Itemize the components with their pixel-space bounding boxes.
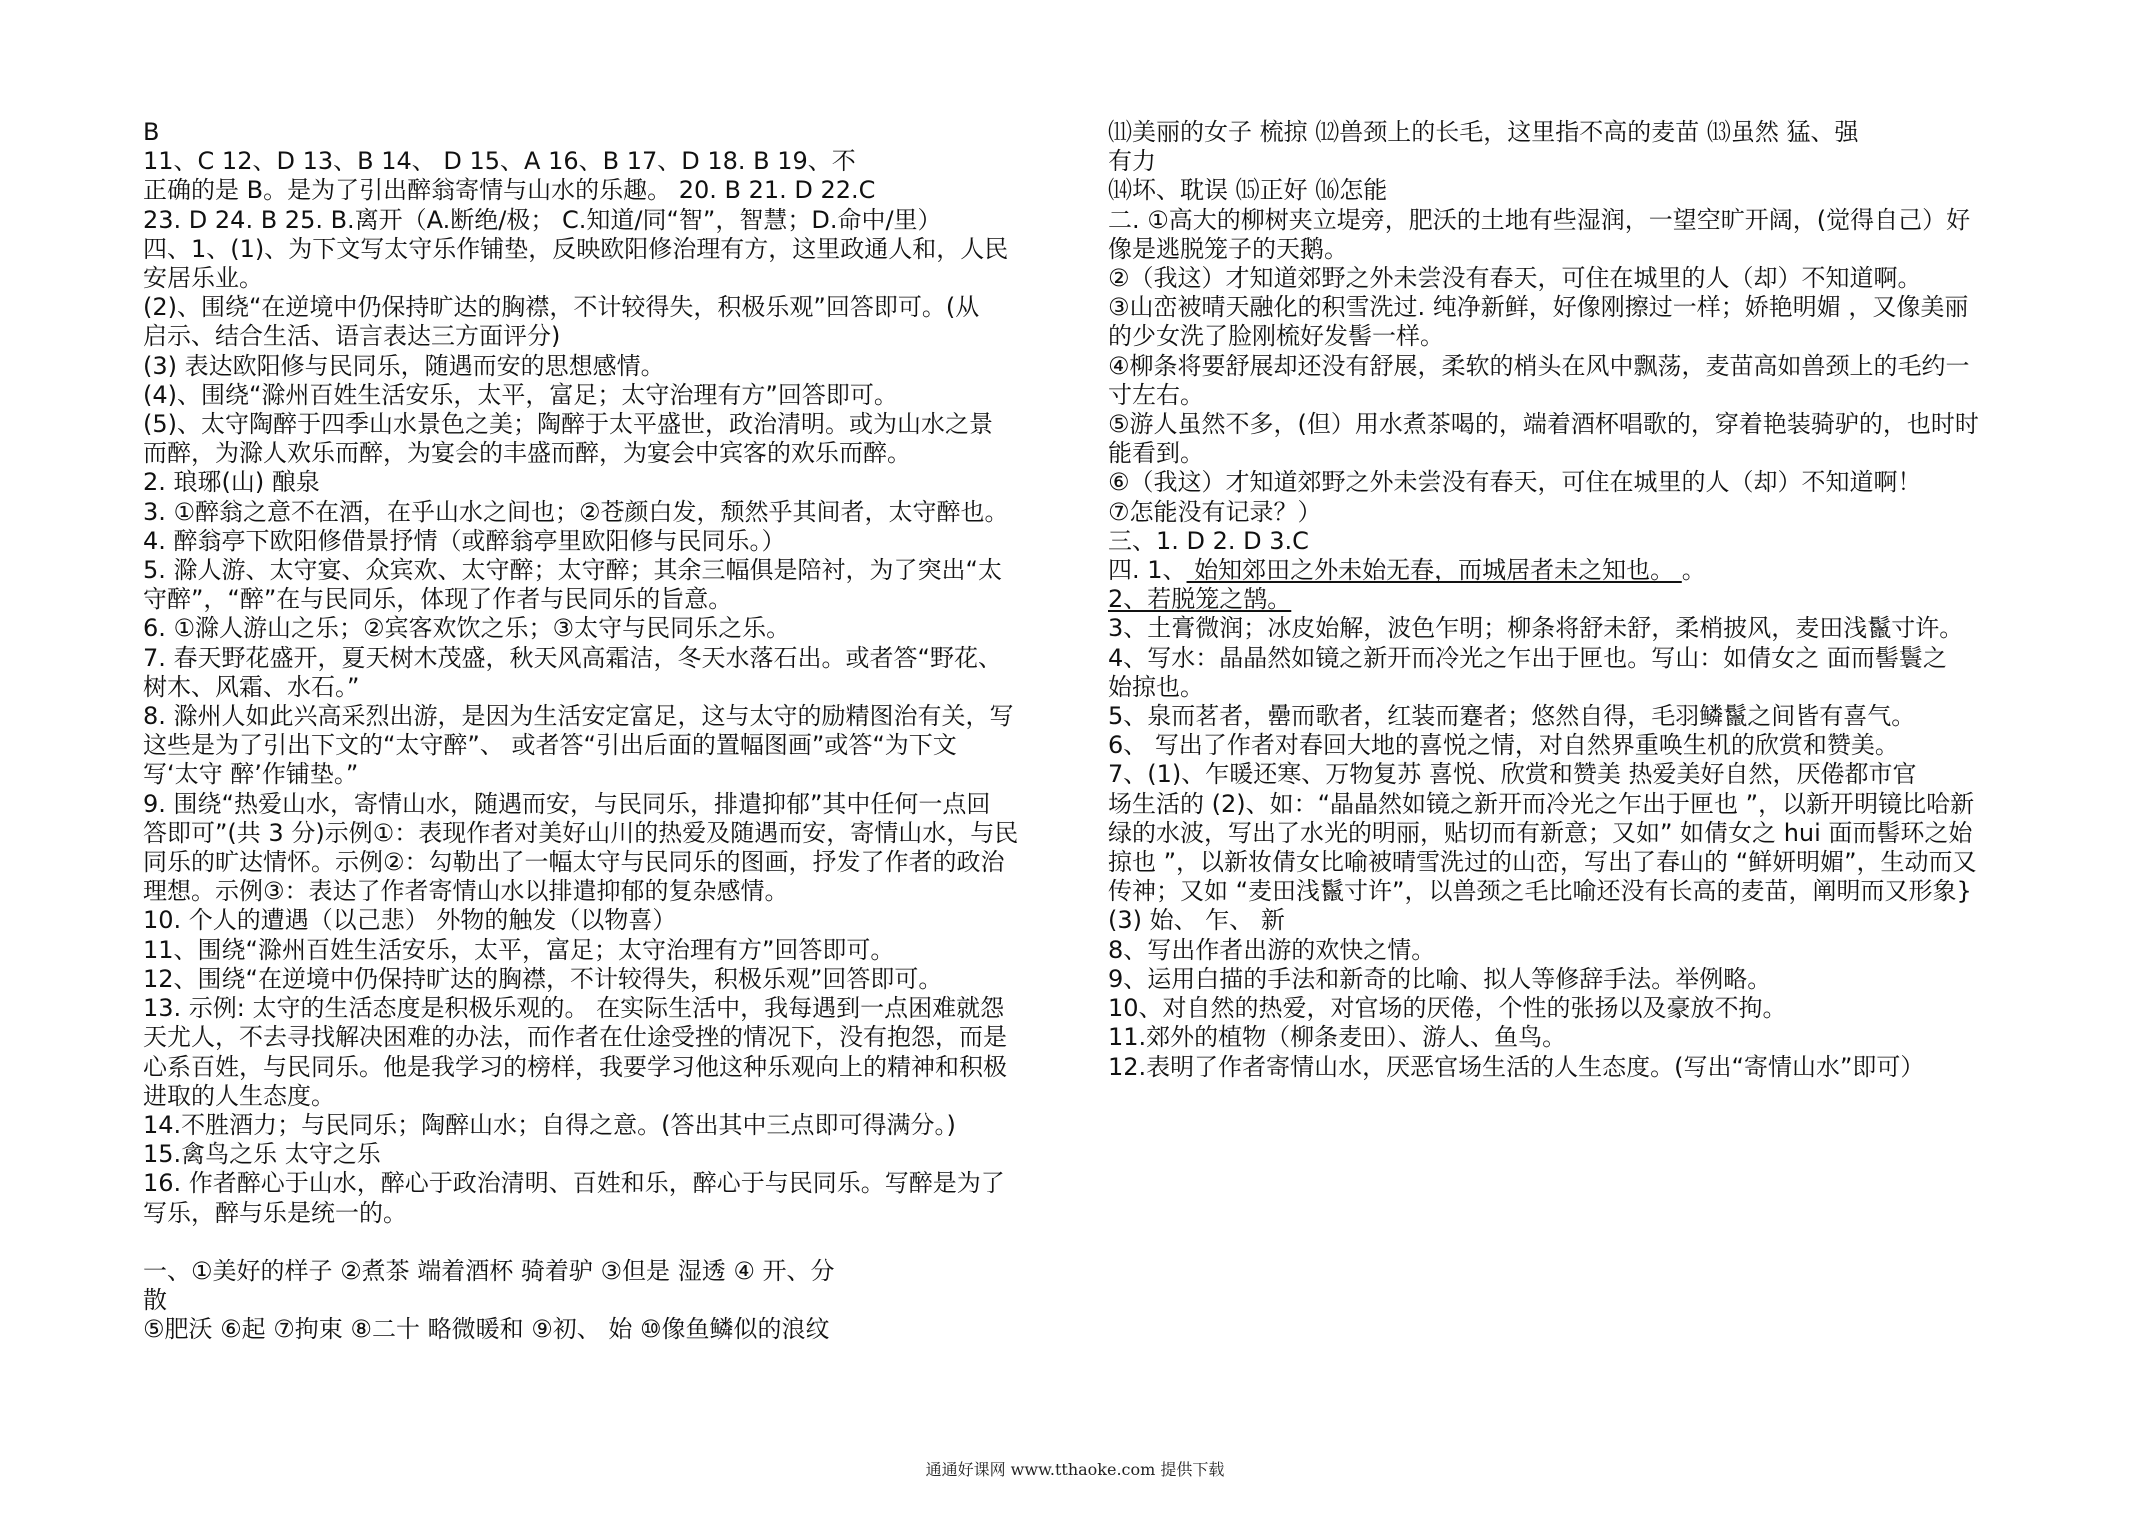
answer-line [143, 731, 1068, 760]
answer-line [1108, 264, 2036, 293]
answer-line-text: 进取的人生态度。 [143, 1081, 335, 1110]
answer-line-text: 4. 醉翁亭下欧阳修借景抒情（或醉翁亭里欧阳修与民同乐。） [143, 526, 786, 555]
answer-line [1108, 206, 2036, 235]
answer-line-text: 15.禽鸟之乐 太守之乐 [143, 1140, 381, 1169]
answer-line [1108, 614, 2036, 643]
answer-line-text: 掠也 ”，以新妆倩女比喻被晴雪洗过的山峦，写出了春山的 “鲜妍明媚”，生动而又 [1108, 848, 1977, 877]
answer-line-text: 9、运用白描的手法和新奇的比喻、拟人等修辞手法。举例略。 [1108, 964, 1772, 993]
answer-line [143, 936, 1068, 965]
answer-line-text: 4、写水：晶晶然如镜之新开而冷光之乍出于匣也。写山：如倩女之 面而髻鬟之 [1108, 643, 1947, 672]
answer-line [1108, 731, 2036, 760]
answer-line [1108, 381, 2036, 410]
answer-line [143, 760, 1068, 789]
answer-line [1108, 936, 2036, 965]
answer-line [1108, 906, 2036, 935]
answer-line [143, 468, 1068, 497]
answer-line-text: 14.不胜酒力；与民同乐；陶醉山水；自得之意。(答出其中三点即可得满分。) [143, 1110, 956, 1139]
answer-line [143, 1082, 1068, 1111]
answer-line [1108, 498, 2036, 527]
answer-line-text: 四、1、(1)、为下文写太守乐作铺垫，反映欧阳修治理有方，这里政通人和，人民 [143, 234, 1009, 263]
answer-line [143, 702, 1068, 731]
answer-line-text: B [143, 118, 160, 146]
answer-line [143, 410, 1068, 439]
answer-line [1108, 527, 2036, 556]
answer-line-text: 13. 示例: 太守的生活态度是积极乐观的。 在实际生活中，我每遇到一点困难就怨 [143, 994, 1005, 1023]
answer-line-text: 8、写出作者出游的欢快之情。 [1108, 935, 1436, 964]
answer-line-text: 守醉”，“醉”在与民同乐，体现了作者与民同乐的旨意。 [143, 585, 733, 614]
left-answer-column [143, 118, 1068, 1345]
answer-line-text: 23. D 24. B 25. B.离开（A.断绝/极； C.知道/同“智”，智慧；D.命中/里） [143, 205, 942, 234]
answer-line-text: 答即可”(共 3 分)示例①：表现作者对美好山川的热爱及随遇而安，寄情山水，与民 [143, 818, 1019, 847]
answer-line-text: 写‘太守 醉’作铺垫。” [143, 760, 359, 789]
answer-line-text: 树木、风霜、水石。” [143, 672, 360, 701]
answer-line-text: ③山峦被晴天融化的积雪洗过. 纯净新鲜，好像刚擦过一样；娇艳明媚 ，又像美丽 [1108, 293, 1969, 322]
answer-line [143, 848, 1068, 877]
answer-line [143, 644, 1068, 673]
answer-line-text: 的少女洗了脸刚梳好发髻一样。 [1108, 322, 1444, 351]
answer-line [143, 556, 1068, 585]
answer-line-text: 写乐，醉与乐是统一的。 [143, 1198, 407, 1227]
answer-line [1108, 760, 2036, 789]
answer-line [143, 877, 1068, 906]
answer-line [1108, 1053, 2036, 1082]
answer-line [143, 614, 1068, 643]
answer-line [143, 527, 1068, 556]
answer-line-text: 6. ①滁人游山之乐；②宾客欢饮之乐；③太守与民同乐之乐。 [143, 614, 791, 643]
answer-line [143, 1257, 1068, 1286]
answer-line [143, 206, 1068, 235]
answer-line [1108, 176, 2036, 205]
answer-line [143, 1169, 1068, 1198]
answer-line-text: 心系百姓，与民同乐。他是我学习的榜样，我要学习他这种乐观向上的精神和积极 [143, 1052, 1007, 1081]
answer-line [143, 1140, 1068, 1169]
answer-line-text: 11、C 12、D 13、B 14、 D 15、A 16、B 17、D 18. B 19、不 [143, 147, 856, 176]
answer-line [1108, 468, 2036, 497]
answer-line-text: 一、①美好的样子 ②煮茶 端着酒杯 骑着驴 ③但是 湿透 ④ 开、分 [143, 1256, 835, 1285]
answer-line [1108, 790, 2036, 819]
answer-line-text: 安居乐业。 [143, 264, 263, 293]
answer-line-text: 10. 个人的遭遇（以己悲） 外物的触发（以物喜） [143, 906, 677, 935]
answer-line [143, 439, 1068, 468]
answer-line [143, 1199, 1068, 1228]
answer-line-text: 11.郊外的植物（柳条麦田）、游人、鱼鸟。 [1108, 1023, 1567, 1052]
answer-line [1108, 848, 2036, 877]
underlined-answer: 始知郊田之外未始无春，而城居者未之知也。 [1186, 556, 1682, 585]
answer-line [143, 352, 1068, 381]
answer-line-text: ⑥（我这）才知道郊野之外未尝没有春天，可住在城里的人（却）不知道啊！ [1108, 468, 1922, 497]
answer-line [1108, 147, 2036, 176]
answer-line-text: 5、泉而茗者，罍而歌者，红装而蹇者；悠然自得，毛羽鳞鬣之间皆有喜气。 [1108, 702, 1916, 731]
answer-line-text: (5)、太守陶醉于四季山水景色之美；陶醉于太平盛世，政治清明。或为山水之景 [143, 410, 993, 439]
answer-line-text: ②（我这）才知道郊野之外未尝没有春天，可住在城里的人（却）不知道啊。 [1108, 264, 1922, 293]
answer-line [1108, 118, 2036, 147]
answer-line-text: 二. ①高大的柳树夹立堤旁，肥沃的土地有些湿润，一望空旷开阔，(觉得自己）好 [1108, 205, 1971, 234]
underlined-answer-tail: 。 [1681, 556, 1706, 585]
answer-line-text: 7. 春天野花盛开，夏天树木茂盛，秋天风高霜洁，冬天水落石出。或者答“野花、 [143, 643, 1002, 672]
answer-line-text: (4)、围绕“滁州百姓生活安乐，太平，富足；太守治理有方”回答即可。 [143, 380, 898, 409]
answer-line-text: 绿的水波，写出了水光的明丽，贴切而有新意；又如” 如倩女之 hui 面而髻环之始 [1108, 818, 1973, 847]
answer-line [143, 1111, 1068, 1140]
answer-line [1108, 673, 2036, 702]
answer-line [143, 498, 1068, 527]
answer-line-text: 12.表明了作者寄情山水，厌恶官场生活的人生态度。(写出“寄情山水”即可） [1108, 1052, 1925, 1081]
answer-line [143, 381, 1068, 410]
answer-line [143, 1053, 1068, 1082]
answer-line-text: 散 [143, 1286, 167, 1315]
answer-line [1108, 293, 2036, 322]
answer-line [143, 673, 1068, 702]
answer-line [143, 790, 1068, 819]
answer-line-text: 三、1. D 2. D 3.C [1108, 526, 1309, 555]
answer-line [1108, 1023, 2036, 1052]
answer-line-text: 11、围绕“滁州百姓生活安乐，太平，富足；太守治理有方”回答即可。 [143, 935, 895, 964]
answer-line-text: 四. 1、 [1108, 556, 1187, 585]
answer-line-text: 2、若脱笼之鹄。 [1108, 585, 1292, 614]
answer-line [143, 1023, 1068, 1052]
answer-line [1108, 819, 2036, 848]
answer-line-text: 同乐的旷达情怀。示例②：勾勒出了一幅太守与民同乐的图画，抒发了作者的政治 [143, 848, 1005, 877]
answer-line [143, 994, 1068, 1023]
answer-line-text: 12、围绕“在逆境中仍保持旷达的胸襟，不计较得失，积极乐观”回答即可。 [143, 964, 943, 993]
answer-line [143, 965, 1068, 994]
answer-line-text: (3) 始、 乍、 新 [1108, 906, 1285, 935]
answer-line [143, 585, 1068, 614]
answer-line-text: ⑤肥沃 ⑥起 ⑦拘束 ⑧二十 略微暖和 ⑨初、 始 ⑩像鱼鳞似的浪纹 [143, 1315, 830, 1344]
answer-line-text: 5. 滁人游、太守宴、众宾欢、太守醉；太守醉；其余三幅俱是陪衬，为了突出“太 [143, 556, 1002, 585]
page-footer: 通通好课网 www.tthaoke.com 提供下载 [925, 1460, 1225, 1479]
answer-line [1108, 702, 2036, 731]
answer-line-text: ⒁坏、耽误 ⒂正好 ⒃怎能 [1108, 176, 1388, 205]
answer-line [1108, 877, 2036, 906]
answer-line-text: 寸左右。 [1108, 380, 1204, 409]
answer-line-text: 9. 围绕“热爱山水，寄情山水，随遇而安，与民同乐，排遣抑郁”其中任何一点回 [143, 789, 991, 818]
answer-line-text: 始掠也。 [1108, 672, 1204, 701]
answer-line [1108, 585, 2036, 614]
answer-line-text: 能看到。 [1108, 439, 1204, 468]
answer-line [143, 1315, 1068, 1344]
answer-line-text: 像是逃脱笼子的天鹅。 [1108, 234, 1348, 263]
answer-line-text: ⑤游人虽然不多，(但）用水煮茶喝的，端着酒杯唱歌的，穿着艳装骑驴的，也时时 [1108, 410, 1979, 439]
answer-line-text: 而醉，为滁人欢乐而醉，为宴会的丰盛而醉，为宴会中宾客的欢乐而醉。 [143, 439, 911, 468]
answer-line [1108, 994, 2036, 1023]
answer-line-text: 10、对自然的热爱，对官场的厌倦，个性的张扬以及豪放不拘。 [1108, 994, 1787, 1023]
answer-line-text: 2. 琅琊(山) 酿泉 [143, 468, 320, 497]
answer-line [143, 906, 1068, 935]
answer-line [143, 264, 1068, 293]
blank-line [143, 1228, 1068, 1257]
answer-line-text: 16. 作者醉心于山水，醉心于政治清明、百姓和乐，醉心于与民同乐。写醉是为了 [143, 1169, 1005, 1198]
right-answer-column [1108, 118, 2036, 1082]
answer-line-text: 7、(1)、乍暖还寒、万物复苏 喜悦、欣赏和赞美 热爱美好自然，厌倦都市官 [1108, 760, 1917, 789]
answer-line [1108, 410, 2036, 439]
answer-line-text: (3) 表达欧阳修与民同乐，随遇而安的思想感情。 [143, 351, 665, 380]
answer-line-text: (2)、围绕“在逆境中仍保持旷达的胸襟，不计较得失，积极乐观”回答即可。(从 [143, 293, 980, 322]
answer-line-text: 3、土膏微润；冰皮始解，波色乍明；柳条将舒未舒，柔梢披风，麦田浅鬣寸许。 [1108, 614, 1964, 643]
answer-line [1108, 556, 2036, 585]
answer-line-text: 天尤人，不去寻找解决困难的办法，而作者在仕途受挫的情况下，没有抱怨，而是 [143, 1023, 1007, 1052]
answer-line [1108, 965, 2036, 994]
answer-line [143, 235, 1068, 264]
answer-line [1108, 644, 2036, 673]
answer-line [1108, 322, 2036, 351]
answer-line-text: ④柳条将要舒展却还没有舒展，柔软的梢头在风中飘荡，麦苗高如兽颈上的毛约一 [1108, 351, 1970, 380]
answer-line [143, 147, 1068, 176]
answer-line [1108, 352, 2036, 381]
answer-line-text: 理想。示例③：表达了作者寄情山水以排遣抑郁的复杂感情。 [143, 877, 789, 906]
answer-line [143, 118, 1068, 147]
answer-line-text: 正确的是 B。是为了引出醉翁寄情与山水的乐趣。 20. B 21. D 22.C [143, 176, 876, 205]
answer-line [143, 1286, 1068, 1315]
answer-line [143, 322, 1068, 351]
answer-line-text: ⑾美丽的女子 梳掠 ⑿兽颈上的长毛，这里指不高的麦苗 ⒀虽然 猛、强 [1108, 118, 1859, 146]
answer-line-text: ⑦怎能没有记录？） [1108, 497, 1322, 526]
answer-line [1108, 235, 2036, 264]
answer-line-text: 3. ①醉翁之意不在酒，在乎山水之间也；②苍颜白发，颓然乎其间者，太守醉也。 [143, 497, 1009, 526]
answer-line-text: 传神；又如 “麦田浅鬣寸许”，以兽颈之毛比喻还没有长高的麦苗，阐明而又形象} [1108, 877, 1972, 906]
answer-line-text: 6、 写出了作者对春回大地的喜悦之情，对自然界重唤生机的欣赏和赞美。 [1108, 731, 1899, 760]
answer-line-text: 场生活的 (2)、如：“晶晶然如镜之新开而冷光之乍出于匣也 ”，以新开明镜比哈新 [1108, 789, 1975, 818]
answer-line-text: 这些是为了引出下文的“太守醉”、 或者答“引出后面的置幅图画”或答“为下文 [143, 731, 957, 760]
answer-line [143, 176, 1068, 205]
answer-line-text: 有力 [1108, 147, 1156, 176]
answer-line [1108, 439, 2036, 468]
answer-line-text: 8. 滁州人如此兴高采烈出游，是因为生活安定富足，这与太守的励精图治有关，写 [143, 702, 1014, 731]
answer-line [143, 293, 1068, 322]
answer-line [143, 819, 1068, 848]
answer-line-text: 启示、结合生活、语言表达三方面评分) [143, 322, 561, 351]
